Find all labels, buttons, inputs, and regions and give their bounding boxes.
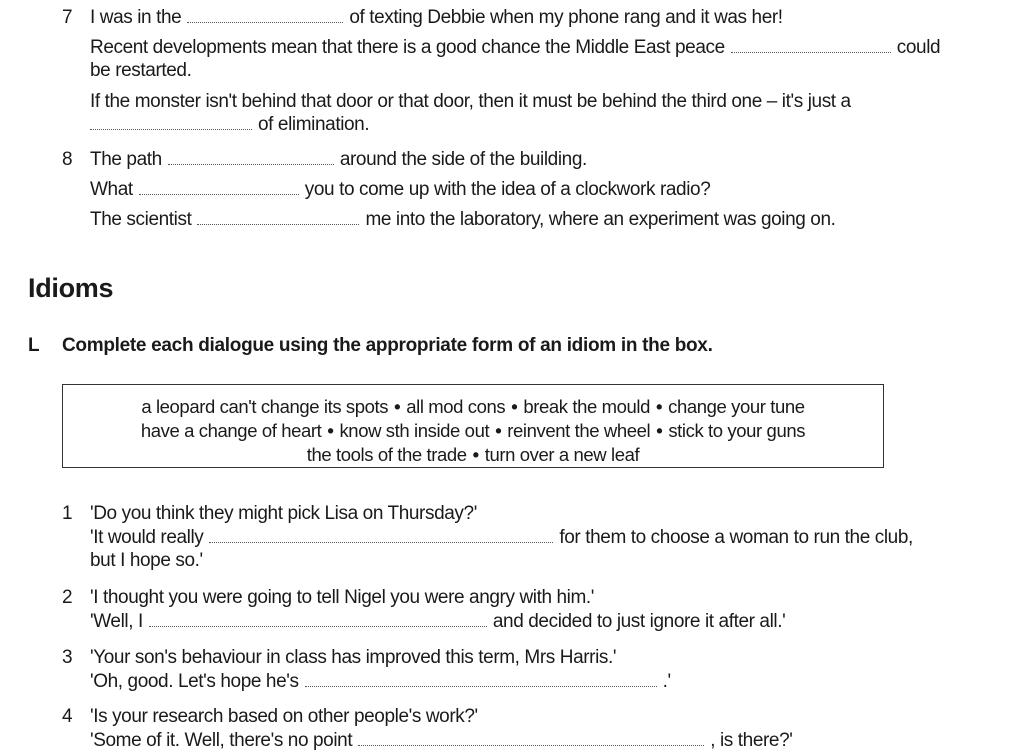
sentence-text: you to come up with the idea of a clockwork radio? (304, 179, 711, 200)
idiom: turn over a new leaf (484, 444, 640, 465)
dialogue-4-line-1: 'Is your research based on other people's work?' (90, 706, 478, 727)
idiom-box-row (63, 396, 883, 418)
dialogue-2-line-1: 'I thought you were going to tell Nigel you were angry with him.' (90, 587, 595, 608)
idiom-box-row (63, 420, 883, 442)
dialogue-number-1: 1 (62, 503, 73, 524)
dialogue-4-line-2 (90, 730, 792, 752)
sentence-text: 'Oh, good. Let's hope he's (90, 671, 299, 692)
dialogue-1-line-3: but I hope so.' (90, 550, 203, 571)
sentence-text: , is there?' (710, 730, 793, 751)
item-number-7: 7 (62, 7, 73, 28)
sentence-8-3 (90, 209, 836, 231)
idiom: the tools of the trade (306, 444, 467, 465)
answer-blank[interactable] (139, 180, 299, 195)
sentence-text: 'It would really (90, 527, 204, 548)
dialogue-1-line-2 (90, 527, 913, 549)
sentence-text: 'Some of it. Well, there's no point (90, 730, 353, 751)
answer-blank[interactable] (209, 528, 553, 543)
idiom: reinvent the wheel (507, 420, 651, 441)
answer-blank[interactable] (149, 612, 487, 627)
sentence-7-3-cont (90, 114, 369, 136)
bullet-icon: • (656, 396, 663, 417)
bullet-icon: • (656, 420, 663, 441)
idiom: all mod cons (406, 396, 506, 417)
bullet-icon: • (394, 396, 401, 417)
dialogue-1-line-1: 'Do you think they might pick Lisa on Thursday?' (90, 503, 477, 524)
sentence-7-3: If the monster isn't behind that door or that door, then it must be behind the third one – it's just a (90, 91, 851, 112)
sentence-7-2-cont: be restarted. (90, 60, 192, 81)
sentence-text: could (896, 37, 941, 58)
answer-blank[interactable] (731, 38, 891, 53)
idiom: a leopard can't change its spots (141, 396, 389, 417)
sentence-text: The scientist (90, 209, 192, 230)
answer-blank[interactable] (90, 115, 252, 130)
sentence-text: of texting Debbie when my phone rang and it was her! (349, 7, 783, 28)
idiom: change your tune (668, 396, 805, 417)
idiom-box (62, 384, 884, 468)
section-heading: Idioms (28, 273, 114, 303)
sentence-7-2 (90, 37, 940, 59)
sentence-text: I was in the (90, 7, 182, 28)
dialogue-3-line-1: 'Your son's behaviour in class has improved this term, Mrs Harris.' (90, 647, 617, 668)
sentence-text: Recent developments mean that there is a good chance the Middle East peace (90, 37, 725, 58)
task-letter: L (28, 335, 40, 356)
bullet-icon: • (511, 396, 518, 417)
dialogue-number-2: 2 (62, 587, 73, 608)
sentence-text: 'Well, I (90, 611, 143, 632)
sentence-text: of elimination. (258, 114, 370, 135)
sentence-8-1 (90, 149, 587, 171)
sentence-7-1 (90, 7, 783, 29)
bullet-icon: • (495, 420, 502, 441)
item-number-8: 8 (62, 149, 73, 170)
sentence-text: around the side of the building. (339, 149, 587, 170)
sentence-8-2 (90, 179, 710, 201)
dialogue-number-4: 4 (62, 706, 73, 727)
idiom: know sth inside out (339, 420, 490, 441)
sentence-text: me into the laboratory, where an experiment was going on. (365, 209, 836, 230)
sentence-text: .' (662, 671, 671, 692)
task-instruction: Complete each dialogue using the appropriate form of an idiom in the box. (62, 335, 713, 356)
sentence-text: The path (90, 149, 162, 170)
dialogue-2-line-2 (90, 611, 785, 633)
answer-blank[interactable] (168, 150, 334, 165)
idiom: break the mould (523, 396, 651, 417)
answer-blank[interactable] (187, 8, 343, 23)
dialogue-number-3: 3 (62, 647, 73, 668)
sentence-text: What (90, 179, 133, 200)
sentence-text: and decided to just ignore it after all.' (492, 611, 786, 632)
dialogue-3-line-2 (90, 671, 671, 693)
bullet-icon: • (327, 420, 334, 441)
answer-blank[interactable] (358, 731, 704, 746)
answer-blank[interactable] (305, 672, 657, 687)
idiom-box-row (63, 444, 883, 466)
idiom: stick to your guns (668, 420, 806, 441)
bullet-icon: • (472, 444, 479, 465)
idiom: have a change of heart (140, 420, 322, 441)
sentence-text: for them to choose a woman to run the club, (559, 527, 913, 548)
answer-blank[interactable] (197, 210, 359, 225)
